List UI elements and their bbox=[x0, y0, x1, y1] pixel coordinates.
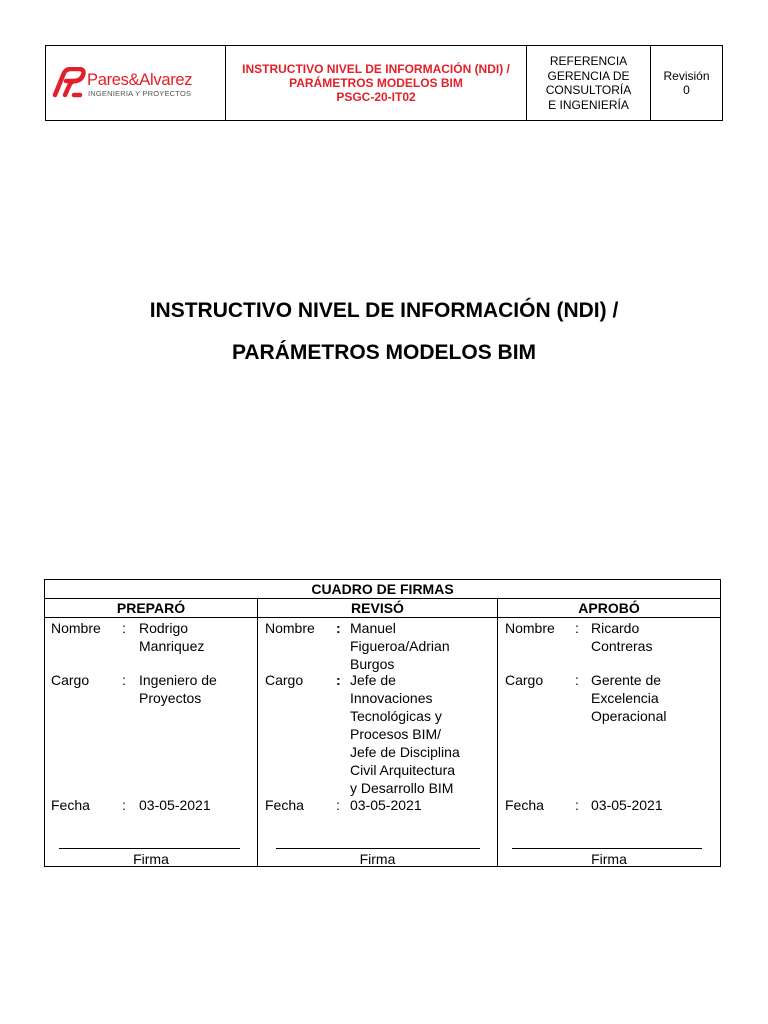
date-label: Fecha bbox=[505, 797, 544, 813]
colon: : bbox=[575, 672, 579, 688]
position-label: Cargo bbox=[265, 672, 304, 688]
position-value-line: Gerente de bbox=[591, 672, 662, 688]
position-value-line: Operacional bbox=[591, 708, 667, 724]
name-label: Nombre bbox=[51, 620, 101, 636]
signature-label: Firma bbox=[591, 851, 627, 867]
position-label: Cargo bbox=[51, 672, 90, 688]
company-logo bbox=[46, 46, 226, 120]
colon: : bbox=[336, 797, 340, 813]
document-header bbox=[45, 45, 723, 121]
name-value-line: Figueroa/Adrian bbox=[350, 638, 450, 654]
document-title-line-2: PARÁMETROS MODELOS BIM bbox=[231, 341, 537, 364]
signature-column-prepared bbox=[45, 599, 258, 867]
reference-line: E INGENIERÍA bbox=[548, 97, 629, 112]
signature-line bbox=[512, 848, 702, 849]
position-label: Cargo bbox=[505, 672, 544, 688]
logo-subtitle: INGENIERIA Y PROYECTOS bbox=[88, 89, 192, 98]
name-value-line: Contreras bbox=[591, 638, 653, 654]
colon: : bbox=[122, 797, 126, 813]
header-title-line: PARÁMETROS MODELOS BIM bbox=[289, 76, 463, 90]
header-reference bbox=[527, 46, 651, 120]
header-document-code: PSGC-20-IT02 bbox=[336, 90, 416, 104]
signatures-title: CUADRO DE FIRMAS bbox=[45, 580, 720, 599]
name-label: Nombre bbox=[505, 620, 555, 636]
date-value: 03-05-2021 bbox=[591, 797, 663, 813]
date-value: 03-05-2021 bbox=[350, 797, 422, 813]
name-label: Nombre bbox=[265, 620, 315, 636]
colon: : bbox=[122, 620, 126, 636]
signature-label: Firma bbox=[359, 851, 396, 867]
position-value-line: Ingeniero de bbox=[139, 672, 217, 688]
signature-column-reviewed bbox=[258, 599, 498, 867]
logo-name: Pares&Alvarez bbox=[87, 71, 193, 89]
document-title-line-1: INSTRUCTIVO NIVEL DE INFORMACIÓN (NDI) / bbox=[149, 299, 619, 322]
header-title-line: INSTRUCTIVO NIVEL DE INFORMACIÓN (NDI) / bbox=[242, 62, 510, 76]
revision-value: 0 bbox=[683, 83, 690, 97]
name-value-line: Manuel bbox=[350, 620, 396, 636]
column-heading: PREPARÓ bbox=[45, 599, 257, 618]
colon: : bbox=[336, 620, 341, 636]
column-heading: APROBÓ bbox=[498, 599, 720, 618]
position-value-line: Jefe de Disciplina bbox=[350, 744, 460, 760]
date-value: 03-05-2021 bbox=[139, 797, 211, 813]
position-value-line: Excelencia bbox=[591, 690, 659, 706]
position-value-line: Proyectos bbox=[139, 690, 202, 706]
name-value-line: Manriquez bbox=[139, 638, 205, 654]
signature-label: Firma bbox=[133, 851, 169, 867]
colon: : bbox=[575, 797, 579, 813]
header-revision bbox=[651, 46, 722, 120]
name-value-line: Burgos bbox=[350, 656, 395, 672]
column-heading: REVISÓ bbox=[258, 599, 497, 618]
name-value-line: Ricardo bbox=[591, 620, 640, 636]
revision-label: Revisión bbox=[663, 68, 710, 83]
signatures-table bbox=[44, 579, 721, 867]
position-value-line: Procesos BIM/ bbox=[350, 726, 442, 742]
colon: : bbox=[575, 620, 579, 636]
signature-line bbox=[59, 848, 240, 849]
position-value-line: Innovaciones bbox=[350, 690, 433, 706]
reference-line: REFERENCIA bbox=[549, 54, 628, 68]
reference-line: CONSULTORÍA bbox=[545, 83, 632, 97]
name-value-line: Rodrigo bbox=[139, 620, 189, 636]
signature-line bbox=[276, 848, 480, 849]
colon: : bbox=[336, 672, 341, 688]
position-value-line: Jefe de bbox=[350, 672, 396, 688]
date-label: Fecha bbox=[265, 797, 304, 813]
header-document-title bbox=[226, 46, 527, 120]
position-value-line: Civil Arquitectura bbox=[350, 762, 456, 778]
position-value-line: Tecnológicas y bbox=[350, 708, 442, 724]
position-value-line: y Desarrollo BIM bbox=[350, 780, 454, 796]
date-label: Fecha bbox=[51, 797, 90, 813]
pares-alvarez-logo-icon bbox=[52, 67, 86, 99]
reference-line: GERENCIA DE bbox=[547, 68, 630, 83]
signature-column-approved bbox=[498, 599, 720, 867]
colon: : bbox=[122, 672, 126, 688]
